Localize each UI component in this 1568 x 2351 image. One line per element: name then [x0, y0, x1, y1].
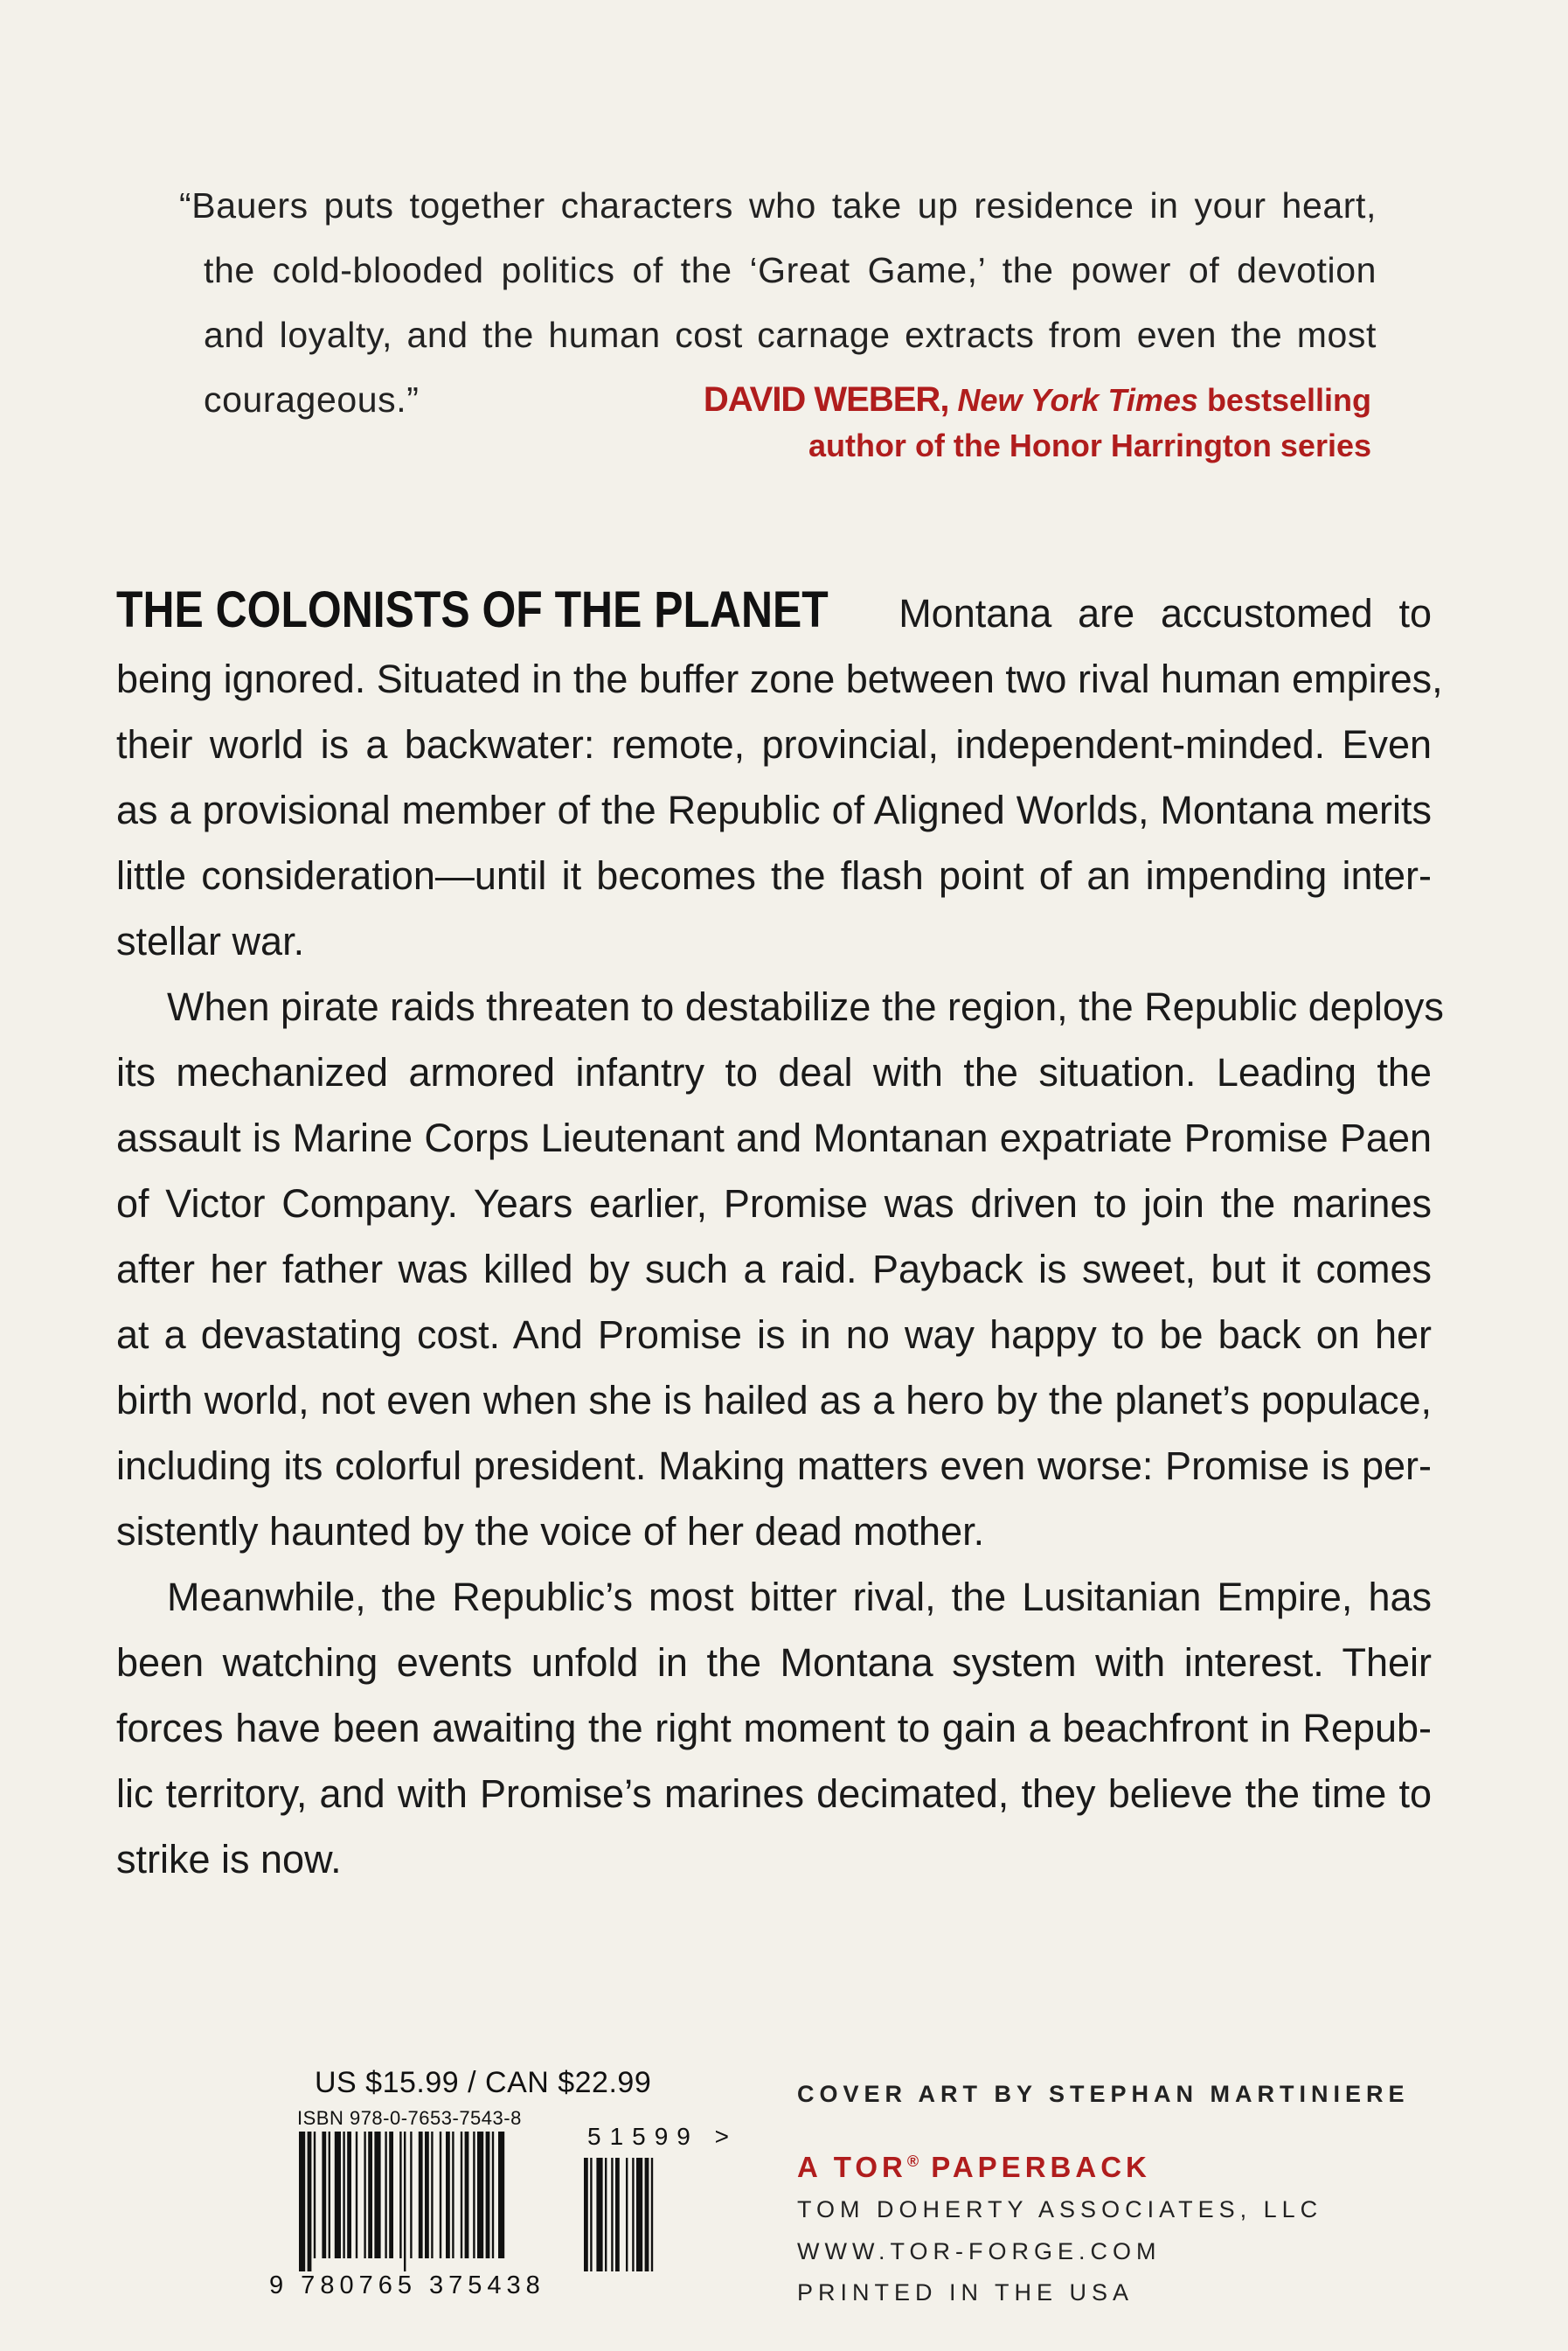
barcode-icon [295, 2132, 715, 2271]
paragraph-1 [116, 577, 1443, 974]
attribution-author: DAVID WEBER, [703, 380, 949, 419]
body-line: its mechanized armored infantry to deal with the situation. Leading the [116, 1050, 1432, 1095]
ean5-digits: 51599 > [587, 2123, 738, 2150]
body-line: Meanwhile, the Republic’s most bitter rival, the Lusitanian Empire, has [167, 1575, 1432, 1619]
barcode-digits: 9 780765 375438 [269, 2271, 545, 2299]
lead-in-heading: THE COLONISTS OF THE PLANET [116, 581, 829, 638]
paragraph-3 [116, 1564, 1432, 1892]
body-line: forces have been awaiting the right moment to gain a beachfront in Repub- [116, 1706, 1432, 1750]
book-description [116, 577, 1444, 1892]
publisher-website: WWW.TOR-FORGE.COM [797, 2238, 1162, 2264]
body-line: sistently haunted by the voice of her dead mother. [116, 1509, 985, 1554]
body-line: lic territory, and with Promise’s marines decimated, they believe the time to [116, 1771, 1432, 1816]
attribution-line-2: author of the Honor Harrington series [808, 428, 1371, 463]
body-line: birth world, not even when she is hailed as a hero by the planet’s populace, [116, 1378, 1432, 1422]
imprint-line [797, 2151, 1151, 2184]
printed-location: PRINTED IN THE USA [797, 2279, 1134, 2306]
imprint-format: PAPERBACK [931, 2151, 1151, 2183]
body-line: their world is a backwater: remote, provincial, independent-minded. Even [116, 722, 1432, 767]
body-line: at a devastating cost. And Promise is in no way happy to be back on her [116, 1312, 1432, 1357]
body-line: including its colorful president. Making matters even worse: Promise is per- [116, 1443, 1432, 1488]
paragraph-2 [116, 974, 1444, 1564]
body-line: after her father was killed by such a raid. Payback is sweet, but it comes [116, 1247, 1432, 1291]
cover-art-credit: COVER ART BY STEPHAN MARTINIERE [797, 2081, 1410, 2107]
registered-mark: ® [906, 2153, 919, 2170]
quote-line: the cold-blooded politics of the ‘Great Game,’ the power of devotion [204, 250, 1377, 290]
imprint-name: A TOR [797, 2151, 907, 2183]
attribution-publication: New York Times [957, 382, 1198, 418]
publisher-company: TOM DOHERTY ASSOCIATES, LLC [797, 2196, 1323, 2222]
body-line: been watching events unfold in the Montana system with interest. Their [116, 1640, 1432, 1685]
body-line: strike is now. [116, 1837, 342, 1881]
body-line: as a provisional member of the Republic of Aligned Worlds, Montana merits [116, 788, 1432, 832]
isbn-label: ISBN 978-0-7653-7543-8 [297, 2107, 522, 2129]
quote-line: and loyalty, and the human cost carnage extracts from even the most [204, 315, 1377, 355]
body-line: of Victor Company. Years earlier, Promise was driven to join the marines [116, 1181, 1432, 1226]
body-line: being ignored. Situated in the buffer zone between two rival human empires, [116, 657, 1443, 701]
body-line: little consideration—until it becomes the flash point of an impending inter- [116, 853, 1432, 898]
body-line: assault is Marine Corps Lieutenant and Montanan expatriate Promise Paen [116, 1116, 1432, 1160]
quote-line: “Bauers puts together characters who take up residence in your heart, [179, 185, 1377, 226]
body-line: stellar war. [116, 919, 305, 963]
body-line: Montana are accustomed to [898, 591, 1432, 636]
quote-attribution [704, 377, 1371, 469]
attribution-tail: bestselling [1206, 382, 1371, 418]
quote-line: courageous.” [204, 379, 420, 420]
body-line: When pirate raids threaten to destabilize the region, the Republic deploys [167, 984, 1444, 1029]
price-label: US $15.99 / CAN $22.99 [315, 2066, 652, 2099]
